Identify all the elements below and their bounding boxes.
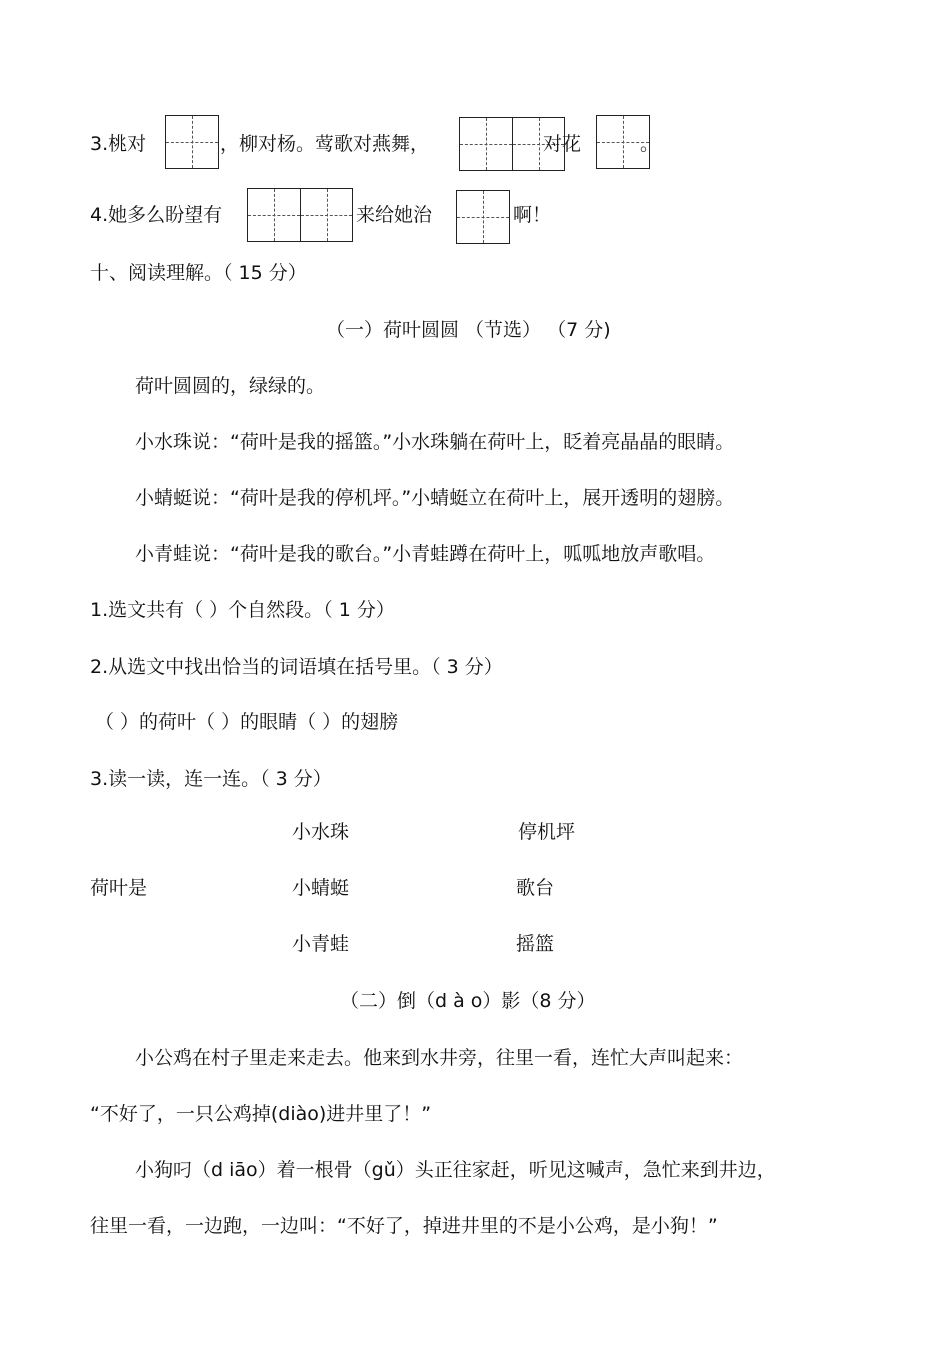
q9-item3-end: 。 [640,133,660,155]
story-line: 小公鸡在村子里走来走去。他来到水井旁，往里一看，连忙大声叫起来： [135,1047,744,1069]
story-line: “不好了，一只公鸡掉(diào)进井里了！” [90,1103,432,1125]
answer-grid-1-cell[interactable] [165,115,219,169]
q9-item3-mid2: 对花 [543,133,582,155]
paragraph: 荷叶圆圆的，绿绿的。 [135,375,326,397]
q9-item3-mid1: ，柳对杨。莺歌对燕舞， [220,133,430,155]
grid-cell[interactable] [300,189,352,241]
match-middle-item[interactable]: 小水珠 [292,821,350,843]
match-left-item[interactable]: 荷叶是 [90,877,148,899]
question-2-blanks[interactable]: （ ）的荷叶（ ）的眼睛（ ）的翅膀 [95,711,399,733]
paragraph: 小蜻蜓说：“荷叶是我的停机坪。”小蜻蜓立在荷叶上，展开透明的翅膀。 [135,487,735,509]
question-1: 1.选文共有（ ）个自然段。（ 1 分） [90,599,395,621]
q9-item3-prefix: 3.桃对 [90,133,147,155]
match-right-item[interactable]: 停机坪 [518,821,576,843]
match-right-item[interactable]: 歌台 [516,877,555,899]
paragraph: 小水珠说：“荷叶是我的摇篮。”小水珠躺在荷叶上，眨着亮晶晶的眼睛。 [135,431,735,453]
story-line: 小狗叼（d iāo）着一根骨（gǔ）头正往家赶，听见这喊声，急忙来到井边， [135,1159,776,1181]
answer-grid-1-cell[interactable] [456,190,510,244]
section-heading: 十、阅读理解。（ 15 分） [90,262,307,284]
grid-cell[interactable] [166,116,218,168]
story-line: 往里一看，一边跑，一边叫：“不好了，掉进井里的不是小公鸡，是小狗！” [90,1215,718,1237]
q9-item4-end: 啊！ [513,204,552,226]
grid-cell[interactable] [248,189,300,241]
match-middle-item[interactable]: 小青蛙 [292,933,350,955]
part2-title: （二）倒（d à o）影（8 分） [340,990,596,1012]
part1-title: （一）荷叶圆圆 （节选） （7 分) [326,319,611,341]
grid-cell[interactable] [457,191,509,243]
q9-item4-mid: 来给她治 [356,204,433,226]
paragraph: 小青蛙说：“荷叶是我的歌台。”小青蛙蹲在荷叶上，呱呱地放声歌唱。 [135,543,716,565]
question-3: 3.读一读，连一连。（ 3 分） [90,768,332,790]
q9-item4-prefix: 4.她多么盼望有 [90,204,223,226]
match-right-item[interactable]: 摇篮 [516,933,555,955]
grid-cell[interactable] [460,118,512,170]
question-2: 2.从选文中找出恰当的词语填在括号里。（ 3 分） [90,656,503,678]
match-middle-item[interactable]: 小蜻蜓 [292,877,350,899]
answer-grid-2-cells[interactable] [247,188,353,242]
